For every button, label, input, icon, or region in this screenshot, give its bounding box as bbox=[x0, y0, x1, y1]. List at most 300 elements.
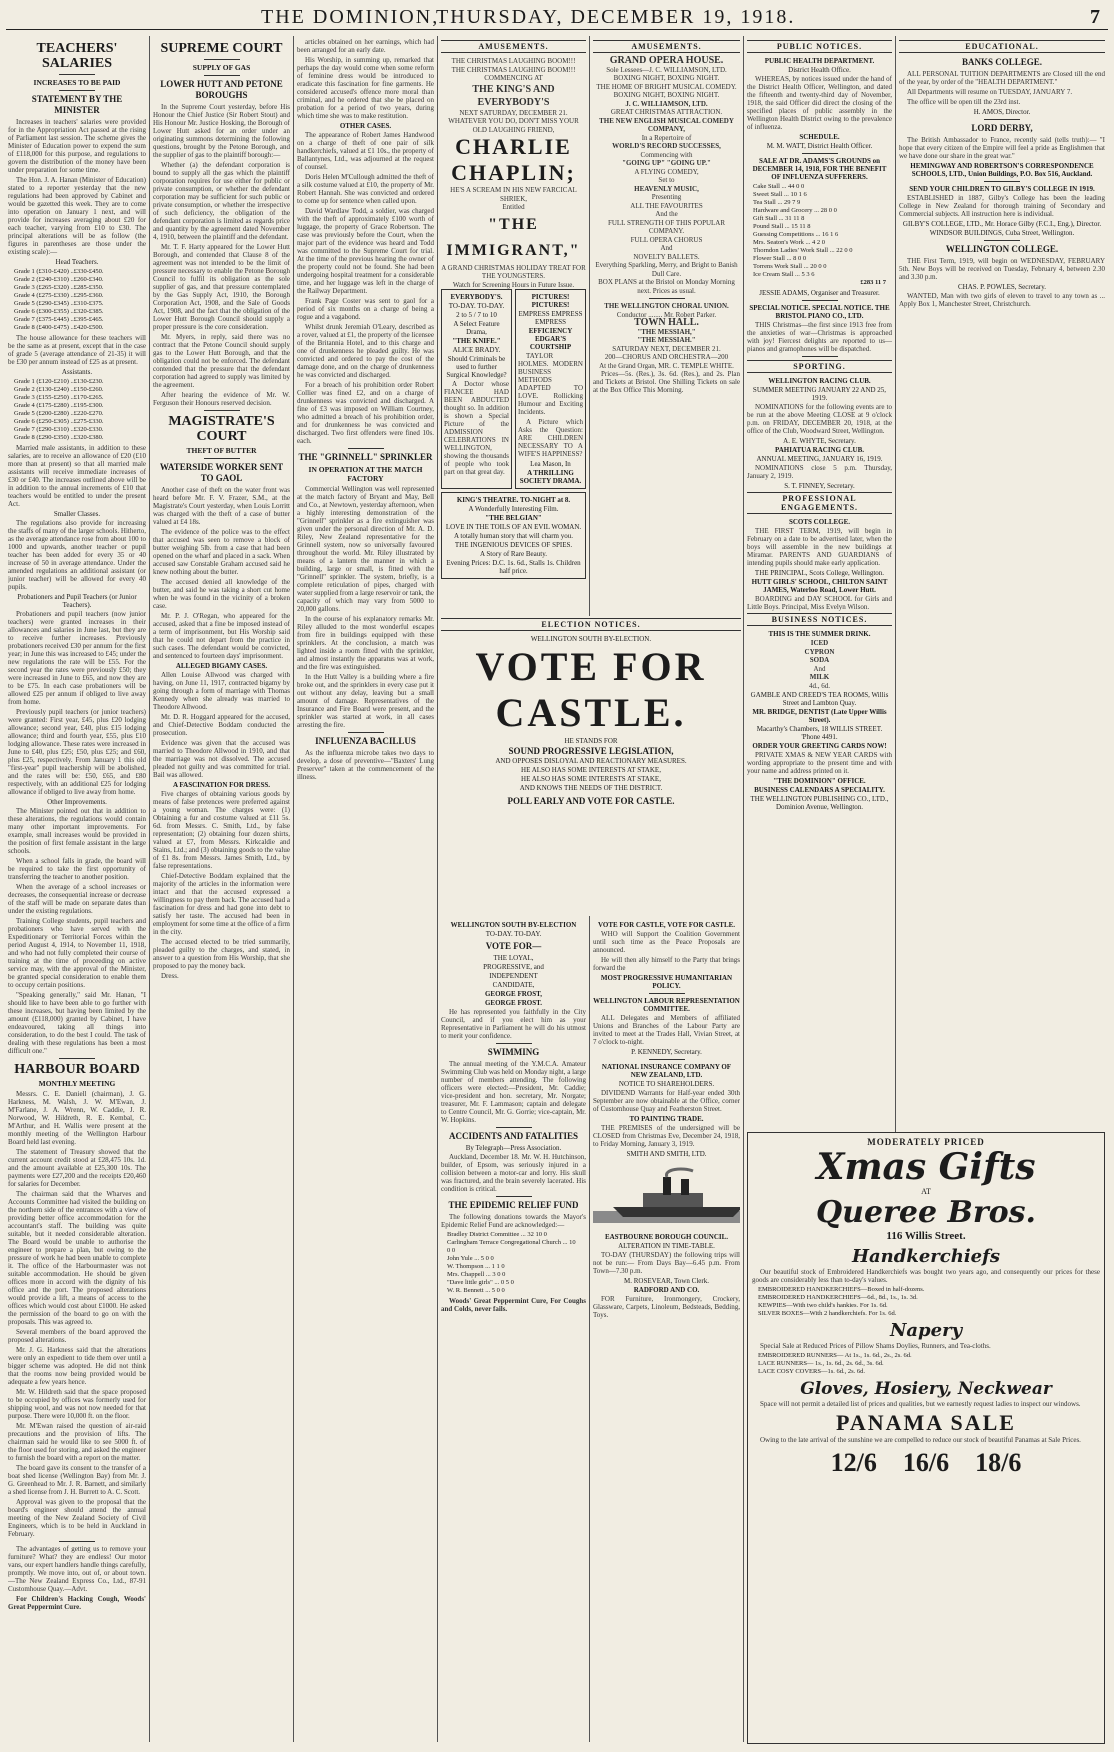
subheadline: IN OPERATION AT THE MATCH FACTORY bbox=[308, 465, 423, 483]
candidate-name: GEORGE FROST. bbox=[484, 999, 543, 1007]
signature: THE WELLINGTON PUBLISHING CO., LTD., Dominion Avenue, Wellington. bbox=[750, 795, 889, 811]
section-header: ELECTION NOTICES. bbox=[441, 618, 741, 631]
ad-film: "THE BELGIAN" bbox=[485, 514, 542, 522]
ad-line: ALL THE FAVOURITES bbox=[630, 201, 703, 210]
section-label: Probationers and Pupil Teachers (or Junior Teachers). bbox=[17, 593, 137, 609]
donation-row: Carlingham Terrace Congregational Church ... 10 0 0 bbox=[447, 1239, 576, 1254]
subheadline: STATEMENT BY THE MINISTER bbox=[31, 94, 123, 115]
paragraph: WHO will Support the Coalition Government until such time as the Peace Proposals are announced. bbox=[593, 930, 740, 954]
paragraph: Whilst drunk Jeremiah O'Leary, described as a rover, valued at £1, the property of the licensee of the Britannia Hotel, and to this charge and one of drunkenness he pleaded guilty. He was convicted and ordered to pay the cost of the damage done, and on the charge of drunkenness he was convicted and discharged. bbox=[297, 323, 434, 379]
election-block bbox=[441, 616, 741, 916]
ad-line: 2 to 5 / 7 to 10 bbox=[456, 311, 497, 319]
section-header: EDUCATIONAL. bbox=[899, 40, 1105, 53]
paragraph: WANTED, Man with two girls of eleven to travel to any town as ... Apply Box 1, Manchester Street, Christchurch. bbox=[899, 292, 1105, 308]
grade-row: Grade 4 (£175-£280) ..£195-£300. bbox=[14, 402, 104, 409]
divider bbox=[204, 410, 240, 411]
notice-title: BUSINESS CALENDARS A SPECIALITY. bbox=[754, 786, 885, 794]
paragraph: The accused elected to be tried summarily, pleaded guilty to the charges, and stated, in answer to a question from His Worship, that she proposed to pay the money back. bbox=[153, 938, 290, 970]
ad-line: Set to bbox=[658, 176, 675, 184]
notice-title: SPECIAL NOTICE. SPECIAL NOTICE. THE BRISTOL PIANO CO., LTD. bbox=[749, 304, 890, 320]
paragraph: For a breach of his prohibition order Robert Collier was fined £2, and on a charge of drunkenness was convicted and discharged. A fine of £3 was imposed on William Courtney, who admitted a breach of his prohibition order, and for drunkenness he was convicted and discharged. Two first offenders were fined 10s. each. bbox=[297, 381, 434, 445]
ship-funnel bbox=[663, 1177, 671, 1195]
ad-line: WORLD'S RECORD SUCCESSES, bbox=[612, 142, 721, 150]
masthead bbox=[6, 4, 1108, 30]
divider bbox=[59, 74, 95, 75]
ship-funnel bbox=[681, 1179, 689, 1195]
ad-star: Lea Mason, In bbox=[530, 460, 571, 468]
paragraph: When a school falls in grade, the board will be required to take the first opportunity of transferring the teacher to another position. bbox=[8, 857, 146, 881]
paragraph: The annual meeting of the Y.M.C.A. Amateur Swimming Club was held on Monday night, a large number of members attending. The following officers were elected:—President, Mr. Caddie; vice-president and hon. secretary, Mr. Norgate; treasurer, Mr. F. Lammason; captain and delegate to Centre Council, Mr. G. Gorrie; vice-captain, Mr. W. Hopkins. bbox=[441, 1060, 586, 1124]
paragraph: Our beautiful stock of Embroidered Handkerchiefs was bought two years ago, and consequently our prices for these goods are considerably less than to-day's values. bbox=[752, 1268, 1100, 1284]
divider bbox=[59, 90, 95, 91]
paragraph: Space will not permit a detailed list of prices and qualities, but we earnestly request ladies to inspect our windows. bbox=[760, 1400, 1081, 1408]
ad-line: J. C. WILLIAMSON, LTD. bbox=[625, 99, 708, 108]
divider bbox=[59, 1541, 95, 1542]
ad-line: MODERATELY PRICED bbox=[867, 1137, 985, 1147]
election-line: VOTE FOR— bbox=[485, 941, 542, 951]
empress-ad bbox=[515, 289, 586, 489]
ad-line: Commencing with bbox=[640, 150, 693, 159]
paragraph: WHEREAS, by notices issued under the hand of the District Health Officer, Wellington, and dated the fifteenth and twenty-third day of November, 1918, the said Officer did direct the closing of the specified places of public assembly in the Wellington Health District owing to the prevalence of influenza. bbox=[747, 75, 892, 131]
paragraph: The Minister pointed out that in addition to these alterations, the regulations would contain many other important improvements. For example, small increases would be provided in the position of first female assistant in the large schools. bbox=[8, 807, 146, 855]
paragraph: Chief-Detective Boddam explained that the majority of the articles in the information were intact and that the accused expressed a willingness to pay them back. The accused had a fascination for dress and had gone into debt to satisfy her taste. The accused had been in employment for some time at the office of a firm in the city. bbox=[153, 872, 290, 936]
paragraph: After hearing the evidence of Mr. W. Ferguson their Honours reserved decision. bbox=[153, 391, 290, 407]
paragraph: The office will be open till the 23rd inst. bbox=[907, 98, 1021, 106]
divider bbox=[649, 1059, 685, 1060]
ad-line: SATURDAY NEXT, DECEMBER 21. bbox=[612, 344, 721, 353]
divider bbox=[204, 458, 240, 459]
paragraph: PRIVATE XMAS & NEW YEAR CARDS with wording appropriate to the present time and with your name and address printed on it. bbox=[747, 751, 892, 775]
notice-title: PUBLIC HEALTH DEPARTMENT. bbox=[764, 57, 875, 65]
election-line: THE LOYAL, bbox=[493, 954, 534, 962]
paragraph: TO-DAY (THURSDAY) the following trips will not be run:— From Days Bay—6.45 p.m. From Town—7.30 p.m. bbox=[593, 1251, 740, 1275]
notice-title: EASTBOURNE BOROUGH COUNCIL. bbox=[604, 1233, 729, 1241]
paragraph: Another case of theft on the water front was heard before Mr. F. V. Frazer, S.M., at the Magistrate's Court yesterday, when Louis Lorritt was charged with the theft of a case of butter valued at £4 18s. bbox=[153, 486, 290, 526]
signature: M. M. WATT, District Health Officer. bbox=[766, 142, 873, 150]
election-line: AND OPPOSES DISLOYAL AND REACTIONARY MEASURES. bbox=[495, 757, 687, 765]
signature: P. KENNEDY, Secretary. bbox=[631, 1048, 702, 1056]
price-row: EMBROIDERED HANDKERCHIEFS—Boxed in half-dozens. bbox=[758, 1286, 925, 1293]
paragraph: Frank Page Coster was sent to gaol for a period of six months on a charge of being a rogue and a vagabond. bbox=[297, 297, 434, 321]
banner-line: THE CHRISTMAS LAUGHING BOOM!!! bbox=[451, 57, 576, 65]
paragraph: Previously pupil teachers (or junior teachers) were granted: First year, £45, plus £20 lodging allowance; second year, £40, plus £15 lodging allowance; third and fourth year, £55, plus £10 lodging allowance. These rates were increased in June to £40, plus £25; £50, plus £25; and £60, plus £25, respectively. From January 1 this old "first-year" pupil teachership will be abolished, and the rates will be: £50, £65, and £80 respectively, with an additional £25 for lodging allowance if obliged to live away from home. bbox=[8, 708, 146, 796]
divider bbox=[204, 59, 240, 60]
paragraph: The accused denied all knowledge of the butter, and said he was taking a short cut home when he was found in the vicinity of a broken case. bbox=[153, 578, 290, 610]
paragraph: All Departments will resume on TUESDAY, JANUARY 7. bbox=[907, 88, 1073, 96]
paragraph: Auckland, December 18. Mr. W. H. Hutchinson, builder, of Epsom, was seriously injured in a collision between a motor-car and lorry. His skull was fractured, and the brain severely lacerated. His condition is critical. bbox=[441, 1153, 586, 1193]
ad-text: A Doctor whose FIANCEE HAD BEEN ABDUCTED thought so. In addition is shown a Special Picture of the ADMISSION CELEBRATIONS IN WELLINGTON, showing the thousands of people who took part on that great day. bbox=[444, 380, 509, 476]
ad-line: LOVE IN THE TOILS OF AN EVIL WOMAN. bbox=[445, 523, 582, 531]
notice-title: SCOTS COLLEGE. bbox=[788, 518, 851, 526]
donation-list bbox=[447, 1231, 580, 1295]
election-line: WELLINGTON SOUTH BY-ELECTION. bbox=[530, 635, 652, 643]
paragraph: Owing to the late arrival of the sunshine we are compelled to reduce our stock of beautiful Panamas at Sale Prices. bbox=[760, 1436, 1081, 1444]
ad-line: BOX PLANS at the Bristol on Monday Morning next. Prices as usual. bbox=[598, 278, 735, 295]
paragraph: David Wardlaw Todd, a soldier, was charged with the theft of approximately £100 worth of luggage, the property of Grace Robertson. The case was previously before the Court, when the major part of the evidence was heard and Todd was committed to the Supreme Court for trial. At the time of the previous hearing the owner of the property could not be found. She had been undergoing hospital treatment for a considerable time, and her luggage was left in the charge of the Railway Department. bbox=[297, 207, 434, 295]
grade-row: Grade 3 (£155-£250) ..£170-£265. bbox=[14, 394, 104, 401]
ad-line: HEAVENLY MUSIC, bbox=[634, 184, 699, 193]
masthead-date: THURSDAY, DECEMBER 19, 1918. bbox=[436, 6, 796, 28]
election-line: PROGRESSIVE, and bbox=[483, 963, 544, 971]
paragraph: Mr. D. R. Hoggard appeared for the accused, and Chief-Detective Boddam conducted the prosecution. bbox=[153, 713, 290, 737]
subheadline: INCREASES TO BE PAID bbox=[33, 78, 121, 87]
choral-ad bbox=[593, 302, 740, 370]
ad-line: A THRILLING SOCIETY DRAMA. bbox=[519, 469, 582, 485]
grade-row: Grade 6 (£250-£305) ..£275-£330. bbox=[14, 418, 104, 425]
ad-line: A Story of Rare Beauty. bbox=[479, 550, 547, 558]
amusement-banner bbox=[441, 57, 586, 289]
signature: M. ROSEVEAR, Town Clerk. bbox=[624, 1277, 709, 1285]
ad-headline: Xmas Gifts bbox=[816, 1146, 1036, 1188]
paragraph: Several members of the board approved the proposed alterations. bbox=[8, 1328, 146, 1344]
paragraph: Mr. Myers, in reply, said there was no contract that the Petone Council should supply gas to the Lower Hutt Borough, and that the obligation could not be enforced. The defendant contended that the pressure that the defendant corporation had agreed to supply was limited by the agreement. bbox=[153, 333, 290, 389]
paragraph: ALL Delegates and Members of affiliated Unions and Branches of the Labour Party are invited to meet at the Trades Hall, Vivian Street, at 7 o'clock to-night. bbox=[593, 1014, 740, 1046]
donation-row: John Yule ... 5 0 0 bbox=[447, 1255, 494, 1262]
paragraph: The board gave its consent to the transfer of a boat shed license (Wellington Bay) from Mr. J. G. Greenhead to Mr. J. R. Barnett, and similarly a shed license from J. H. Burrett to A. C. Scott. bbox=[8, 1464, 146, 1496]
ad-line: Sole Lessees—J. C. WILLIAMSON, LTD. bbox=[606, 65, 727, 74]
headline: ACCIDENTS AND FATALITIES bbox=[448, 1131, 579, 1141]
paragraph: The appearance of Robert James Handwood on a charge of theft of one pair of silk handkerchiefs, valued at £1 10s., the property of Ballantynes, Ltd., was adjourned at the request of counsel. bbox=[297, 131, 434, 171]
sale-total: £283 11 7 bbox=[860, 279, 886, 286]
paragraph: The statement of Treasury showed that the current account credit stood at £28,475 10s. 1d. and the amount available at £25,300 10s. The payments were £27,200 and the receipts £20,460 for salaries for December. bbox=[8, 1148, 146, 1188]
election-line: MOST PROGRESSIVE HUMANITARIAN POLICY. bbox=[600, 974, 733, 990]
paragraph: Approval was given to the proposal that the board's engineer should attend the annual meeting of the New Zealand Society of Civil Engineers, which is to be held in Auckland in February. bbox=[8, 1498, 146, 1538]
divider bbox=[802, 300, 838, 301]
ad-line: Presenting bbox=[651, 193, 682, 201]
ad-line: Should Criminals be used to further Surgical Knowledge? bbox=[446, 355, 507, 379]
drink-line: And bbox=[813, 664, 826, 673]
notice-title: WELLINGTON RACING CLUB. bbox=[768, 377, 871, 385]
drink-line: CYPRON bbox=[804, 647, 835, 656]
paragraph: ESTABLISHED in 1887, Gilby's College has been the leading College in New Zealand for thorough training of Secondary and Commercial subjects. All instruction here is individual. bbox=[899, 194, 1105, 218]
price-list bbox=[758, 1352, 1094, 1376]
ad-line: NOVELTY BALLETS. bbox=[633, 252, 700, 261]
steamer-illustration bbox=[593, 1163, 740, 1223]
grade-row: Grade 5 (£200-£280) ..£220-£270. bbox=[14, 410, 104, 417]
candidate-name: GEORGE FROST, bbox=[484, 990, 543, 998]
notice-title: NOTICE TO SHAREHOLDERS. bbox=[618, 1080, 715, 1088]
paragraph: Allen Louise Allwood was charged with having, on June 11, 1917, contracted bigamy by going through a form of marriage with Thomas Kennedy when she already was married to Theodore Allwood. bbox=[153, 671, 290, 711]
grade-row: Grade 2 (£130-£240) ..£150-£260. bbox=[14, 386, 104, 393]
paragraph: He has represented you faithfully in the City Council, and if you elect him as your Representative in Parliament he will do his utmost to merit your confidence. bbox=[441, 1008, 586, 1040]
price: 18/6 bbox=[975, 1448, 1022, 1477]
election-line: HE ALSO HAS SOME INTERESTS AT STAKE, bbox=[521, 766, 661, 774]
paragraph: The chairman said that the Wharves and Accounts Committee had visited the building on the northern side of the entrances with a view of providing better office accommodation for the accountant's staff. The building was quite suitable, but it needed considerable alteration. The Board would be unable to authorise the engineer to prepare a plan, but owing to the pressure of work he had been unable to complete it. The office of the Harbourmaster was not suitable accommodation. He should be given offices more in accord with the dignity of his office and the port. The proposed alterations would provide a lift, a means of access to the offices which would cost about £1000. He asked the permission of the board to go on with the proposals. This was agreed to. bbox=[8, 1190, 146, 1326]
ad-line: AT bbox=[921, 1187, 931, 1196]
grade-row: Grade 3 (£265-£320) ..£285-£350. bbox=[14, 284, 104, 291]
sale-row: Sweet Stall ... 10 1 6 bbox=[753, 191, 807, 198]
election-line: AND KNOWS THE NEEDS OF THE DISTRICT. bbox=[519, 784, 663, 792]
sale-list bbox=[753, 183, 886, 287]
price: 16/6 bbox=[902, 1448, 950, 1477]
donation-row: W. R. Bennett ... 5 0 0 bbox=[447, 1287, 505, 1294]
ad-line: Everything Sparkling, Merry, and Bright to Banish Dull Care. bbox=[595, 261, 738, 278]
section-label: Assistants. bbox=[61, 368, 93, 376]
banner-line: NEXT SATURDAY, DECEMBER 21. bbox=[459, 108, 568, 117]
section-label: A FASCINATION FOR DRESS. bbox=[173, 781, 270, 789]
paragraph: Commercial Wellington was well represented at the match factory of Bryant and May, Bell and Co., at Newtown, yesterday afternoon, when a highly interesting demonstration of the "Grinnell" sprinkler as a fire extinguisher was given under the personal direction of Mr. A. D. Riley, New Zealand representative for the Grinnell system, now so universally favoured throughout the world. Mr. Riley illustrated by means of a lantern the manner in which a building, large or small, is fitted with the "Grinnell" sprinkler. The system, briefly, is a complete reticulation of pipes, charged with water supplied from a large reservoir or tank, the capacity of which may vary from 5000 to 20,000 gallons. bbox=[297, 485, 434, 613]
headline: THE "GRINNELL" SPRINKLER bbox=[298, 452, 433, 462]
notice-title: ORDER YOUR GREETING CARDS NOW! bbox=[752, 742, 887, 750]
paragraph: NOMINATIONS close 5 p.m. Thursday, January 2, 1919. bbox=[747, 464, 892, 480]
paragraph: Dress. bbox=[161, 972, 179, 980]
section-header: AMUSEMENTS. bbox=[441, 40, 586, 53]
ad-line: "THE MESSIAH." bbox=[637, 336, 696, 344]
notice-title: WELLINGTON COLLEGE. bbox=[945, 244, 1059, 254]
panama-prices bbox=[752, 1448, 1100, 1478]
paragraph: Mr. T. F. Harty appeared for the Lower Hutt Borough, and contended that Clause 8 of the agreement was not intended to be the limit of pressure necessary to enable the Petone Borough Council to fulfil its obligation as the sole supplier of gas, and that pressure contemplated by the Gas Supply Act, 1910, the Borough Corporation Act, 1908, and the Sale of Goods Act, 1908, and the fact that the obligation of the Lower Hutt Borough Council should supply a proper pressure is the core consideration. bbox=[153, 243, 290, 331]
sale-row: Mrs. Seaton's Work ... 4 2 0 bbox=[753, 239, 826, 246]
ad-line: TOWN HALL. bbox=[634, 317, 699, 328]
donation-row: "Dave little girls" ... 0 5 0 bbox=[447, 1279, 514, 1286]
ad-line: THE HOME OF BRIGHT MUSICAL COMEDY. bbox=[596, 82, 737, 91]
star-name: CHARLIE CHAPLIN; bbox=[451, 134, 576, 185]
ad-address: 116 Willis Street. bbox=[886, 1230, 966, 1242]
ad-line: In a Repertoire of bbox=[641, 133, 692, 142]
masthead-title: THE DOMINION, bbox=[261, 6, 440, 28]
section-header: PUBLIC NOTICES. bbox=[747, 40, 892, 53]
sale-row: Hardware and Grocery ... 28 0 0 bbox=[753, 207, 837, 214]
notice-title: "THE DOMINION" OFFICE. bbox=[773, 777, 866, 785]
price-row: KEWPIES—With two child's hankies. For 1s. 6d. bbox=[758, 1302, 888, 1309]
ad-text: TAYLOR HOLMES. MODERN BUSINESS METHODS ADAPTED TO LOVE. Rollicking Humour and Exciting Incidents. bbox=[518, 352, 583, 416]
advertisement: For Children's Hacking Cough, Woods' Great Peppermint Cure. bbox=[8, 1595, 146, 1611]
column-teachers-salaries bbox=[8, 38, 146, 1744]
paragraph: In the Supreme Court yesterday, before His Honour the Chief Justice (Sir Robert Stout) and His Honour Mr. Justice Hosking, the Borough of Lower Hutt asked for an order under an originating summons determining the following questions, brought by the Petone Borough, and the supplier of gas to the plaintiff borough:— bbox=[153, 103, 290, 159]
headline: HARBOUR BOARD bbox=[14, 1062, 140, 1077]
notice-title: RADFORD AND CO. bbox=[633, 1286, 700, 1294]
drink-line: MILK bbox=[809, 673, 830, 681]
paragraph: The evidence of the police was to the effect that accused was seen to remove a block of butter weighing 5lb. from a case that had been opened on the wharf and placed in a sack. When accused saw Constable Graham accused said he knew nothing about the butter. bbox=[153, 528, 290, 576]
paragraph: As the influenza microbe takes two days to develop, a dose of preventive—"Baxters' Lung Preserver" taken at the commencement of the illness. bbox=[297, 749, 434, 781]
grade-row: Grade 1 (£310-£420) ..£330-£450. bbox=[14, 268, 104, 275]
donation-row: Bradley District Committee ... 32 10 0 bbox=[447, 1231, 547, 1238]
price: 12/6 bbox=[830, 1448, 877, 1477]
signature: CHAS. P. POWLES, Secretary. bbox=[957, 283, 1046, 291]
sale-row: Torrens Work Stall ... 20 0 0 bbox=[753, 263, 827, 270]
banner-line: Entitled bbox=[502, 203, 525, 211]
ad-title: PICTURES! PICTURES! bbox=[531, 293, 570, 309]
notice-subtitle: District Health Office. bbox=[788, 66, 851, 74]
cinema-boxes bbox=[441, 289, 586, 489]
divider bbox=[649, 993, 685, 994]
paragraph: Special Sale at Reduced Prices of Pillow Shams Doylies, Runners, and Tea-cloths. bbox=[760, 1342, 991, 1350]
ad-line: A FLYING COMEDY, bbox=[634, 167, 699, 176]
ad-title: THE WELLINGTON CHORAL UNION. bbox=[604, 302, 729, 310]
election-line: CANDIDATE, bbox=[492, 981, 535, 989]
headline: INFLUENZA BACILLUS bbox=[315, 736, 416, 746]
paragraph: The British Ambassador to France, recently said (tells truth):— "I hope that every citizen of the Empire will feel a pride as Englishmen that we have done our share in the great war." bbox=[899, 136, 1105, 160]
election-title: WELLINGTON SOUTH BY-ELECTION bbox=[450, 921, 577, 929]
signature: GILBY'S COLLEGE, LTD., Mr. Horace Gilby (F.C.I., Eng.), Director. bbox=[902, 220, 1102, 228]
banner-line: HE'S A SCREAM IN HIS NEW FARCICAL SHRIEK, bbox=[450, 186, 577, 203]
section-label: Smaller Classes. bbox=[53, 510, 101, 518]
notice-subtitle: SUMMER MEETING JANUARY 22 AND 25, 1919. bbox=[752, 386, 887, 402]
headline: MAGISTRATE'S COURT bbox=[168, 414, 275, 444]
ad-line: A totally human story that will charm you. bbox=[454, 532, 573, 540]
paragraph: The house allowance for these teachers will be the same as at present, except that in the case of grade 5 (average attendance of 21-35) it will be £30 per annum instead of £25 as at present. bbox=[8, 334, 146, 366]
grade-row: Grade 2 (£240-£310) ..£260-£340. bbox=[14, 276, 104, 283]
queree-bros-ad bbox=[747, 1132, 1105, 1744]
column-rule bbox=[293, 36, 294, 1742]
signature: THE PRINCIPAL, Scots College, Wellington. bbox=[754, 569, 885, 577]
divider bbox=[984, 240, 1020, 241]
theatre-names: THE KING'S AND EVERYBODY'S bbox=[472, 83, 555, 108]
grade-row: Grade 8 (£400-£475) ..£420-£500. bbox=[14, 324, 104, 331]
column-frost-swimming bbox=[441, 920, 586, 1744]
ad-line: BOXING NIGHT, BOXING NIGHT. bbox=[613, 74, 720, 82]
grade-row: Grade 5 (£290-£345) ..£310-£375. bbox=[14, 300, 104, 307]
divider bbox=[802, 153, 838, 154]
smoke bbox=[666, 1169, 693, 1177]
divider bbox=[348, 448, 384, 449]
section-label: SCHEDULE. bbox=[799, 133, 840, 141]
notice-title: SEND YOUR CHILDREN TO GILBY'S COLLEGE IN 1919. bbox=[909, 185, 1095, 193]
election-line: POLL EARLY AND VOTE FOR CASTLE. bbox=[507, 796, 675, 806]
byline: By Telegraph—Press Association. bbox=[465, 1144, 562, 1152]
grade-table bbox=[14, 378, 140, 442]
paragraph: The Hon. J. A. Hanan (Minister of Education) stated to a reporter yesterday that the new regulations had been approved by Cabinet and would be gazetted this week. They are to come into operation on January 1 next, and will provide for increases averaging about £20 for each teacher, varying from £10 to £30. The principal alterations will be as follow (the figures in parentheses are those under the existing scale):— bbox=[8, 176, 146, 256]
notice-title: PAHIATUA RACING CLUB. bbox=[775, 446, 864, 454]
notice-title: ALTERATION IN TIME-TABLE. bbox=[618, 1242, 715, 1250]
ad-line: THE NEW ENGLISH MUSICAL COMEDY COMPANY, bbox=[599, 116, 734, 133]
grade-row: Grade 4 (£275-£330) ..£295-£360. bbox=[14, 292, 104, 299]
price-row: SILVER BOXES—With 2 handkerchiefs. For 1s. 6d. bbox=[758, 1310, 897, 1317]
paragraph: The following donations towards the Mayor's Epidemic Relief Fund are acknowledged:— bbox=[441, 1213, 586, 1229]
subheadline: LOWER HUTT AND PETONE BOROUGHS bbox=[160, 79, 283, 100]
election-line: INDEPENDENT bbox=[489, 972, 538, 980]
price-row: LACE COSY COVERS—1s. 6d., 2s. 6d. bbox=[758, 1368, 866, 1375]
drink-line: SODA bbox=[809, 656, 830, 664]
paragraph: THE PREMISES of the undersigned will be CLOSED from Christmas Eve, December 24, 1918, to Friday Morning, January 3, 1919. bbox=[593, 1124, 740, 1148]
column-rule bbox=[149, 36, 150, 1742]
ad-line: And bbox=[660, 244, 673, 252]
signature: H. AMOS, Director. bbox=[973, 108, 1031, 116]
notice-title: LORD DERBY, bbox=[971, 123, 1033, 133]
ad-line: FULL OPERA CHORUS bbox=[630, 235, 703, 244]
ad-line: At the Grand Organ, MR. C. TEMPLE WHITE. bbox=[599, 361, 734, 370]
ad-line: "GOING UP" "GOING UP." bbox=[622, 159, 711, 167]
section-label: Head Teachers. bbox=[55, 258, 99, 266]
notice-title: WELLINGTON LABOUR REPRESENTATION COMMITTEE. bbox=[593, 997, 740, 1013]
grade-table bbox=[14, 268, 140, 332]
column-rule bbox=[743, 36, 744, 1742]
paragraph: FOR Furniture, Ironmongery, Crockery, Glassware, Carpets, Linoleum, Bedsteads, Bedding, Toys. bbox=[593, 1295, 740, 1319]
paragraph: In the Hutt Valley is a building where a fire broke out, and the sprinklers in every case put it out without any delay, leaving but a small amount of damage. Representatives of the Insurance and Fire Board were present, and the sprinkler was started at work, in all cases arresting the fire. bbox=[297, 673, 434, 729]
paragraph: Mr. M'Ewan raised the question of air-raid precautions and the provision of lifts. The chairman said he would like to see 5000 ft. of the floor used for storing, and asked the engineer to furnish the board with a report on the matter. bbox=[8, 1422, 146, 1462]
grade-row: Grade 7 (£290-£310) ..£320-£330. bbox=[14, 426, 104, 433]
ad-section: Gloves, Hosiery, Neckwear bbox=[800, 1379, 1052, 1399]
paragraph: Evidence was given that the accused was married to Theodore Allwood in 1910, and that the marriage was not dissolved. The accused pleaded not guilty and was committed for trial. Bail was allowed. bbox=[153, 739, 290, 779]
advertisement: The advantages of getting us to remove your furniture? What? they are endless! Our motor vans, our expert handlers handle things carefully, promptly. We move into, out of, or about town.—The New Zealand Express Co., Ltd., 87-91 Customhouse Quay.—Advt. bbox=[8, 1545, 146, 1593]
sale-row: Flower Stall ... 8 0 0 bbox=[753, 255, 807, 262]
paragraph: He will then ally himself to the Party that brings forward the bbox=[593, 956, 740, 972]
column-opera bbox=[593, 38, 740, 614]
section-header: BUSINESS NOTICES. bbox=[747, 613, 892, 626]
divider bbox=[496, 1043, 532, 1044]
sale-row: Ice Cream Stall ... 5 3 6 bbox=[753, 271, 815, 278]
ad-line: EMPRESS EMPRESS EMPRESS bbox=[518, 310, 583, 326]
ad-text: A Picture which Asks the Question: ARE CHILDREN NECESSARY TO A WIFE'S HAPPINESS? bbox=[518, 418, 583, 458]
paragraph: Mr. P. J. O'Regan, who appeared for the accused, asked that a fine be imposed instead of a term of imprisonment, but His Worship said that he could not depart from the practice in such cases. The defendant would be convicted, and sentenced to fourteen days' imprisonment. bbox=[153, 612, 290, 660]
sale-row: Gift Stall ... 31 11 8 bbox=[753, 215, 805, 222]
paragraph: "Speaking generally," said Mr. Hanan, "I should like to have been able to go further with these increases, but having been limited by the amount (£118,000) granted by Cabinet, I have endeavoured, taking all things into consideration, to do the best I could. The task of dealing with these regulations has been a most difficult one." bbox=[8, 991, 146, 1055]
signature: A. E. WHYTE, Secretary. bbox=[783, 437, 856, 445]
divider bbox=[984, 119, 1020, 120]
paragraph: Doris Helen M'Cullough admitted the theft of a silk costume valued at £10, the property of Mr. Robert Hannah. She was convicted and ordered to come up for sentence when called upon. bbox=[297, 173, 434, 205]
price-row: EMBROIDERED RUNNERS— At 1s., 1s. 6d., 2s., 2s. 6d. bbox=[758, 1352, 912, 1359]
paragraph: Increases in teachers' salaries were provided for in the Appropriation Act passed at the rising of Parliament last session. The scheme gives the Minister of Education power to expend the sum of £118,000 for this purpose, and regulations to govern the distribution of the money have been under preparation for some time. bbox=[8, 118, 146, 174]
column-rule bbox=[437, 36, 438, 1742]
subheadline: SUPPLY OF GAS bbox=[192, 63, 251, 72]
ship-deckhouse bbox=[643, 1193, 703, 1207]
paragraph: Messrs. C. E. Daniell (chairman), J. G. Harkness, M. Walsh, J. W. M'Ewan, J. M'Farlane, J. A. Wrenn, W. Caddie, J. R. Norwood, W. Hildreth, R. E. Kembal, C. M'Arthur, and H. Wallis were present at the monthly meeting of the Wellington Harbour Board held last evening. bbox=[8, 1090, 146, 1146]
banner-line: THE CHRISTMAS LAUGHING BOOM!!! bbox=[451, 65, 576, 74]
notice-title: THIS IS THE SUMMER DRINK. bbox=[768, 630, 871, 638]
paragraph: articles obtained on her earnings, which had been arranged for an early date. bbox=[297, 38, 434, 54]
banner-line: Watch for Screening Hours in Future Issue. bbox=[452, 280, 575, 289]
notice-title: NATIONAL INSURANCE COMPANY OF NEW ZEALAND, LTD. bbox=[601, 1063, 732, 1079]
sale-row: Tea Stall ... 29 7 9 bbox=[753, 199, 801, 206]
divider bbox=[496, 1127, 532, 1128]
headline: SWIMMING bbox=[487, 1047, 540, 1057]
ad-line: A Wonderfully Interesting Film. bbox=[468, 505, 559, 513]
drink-line: 4d., 6d. bbox=[809, 681, 830, 690]
opera-ad bbox=[593, 57, 740, 295]
ad-star: ALICE BRADY. bbox=[452, 346, 501, 354]
price-row: LACE RUNNERS— 1s., 1s. 6d., 2s. 6d., 3s. 6d. bbox=[758, 1360, 884, 1367]
ad-title: GRAND OPERA HOUSE. bbox=[609, 55, 724, 66]
paragraph: The regulations also provide for increasing the staffs of many of the larger schools. Hitherto, as the average attendance rose from about 100 to 1000 and upwards, another teacher or pupil teacher has been added for every 35 or 40 increase of 50 in average attendance. Under the amended regulations an additional assistant (or junior teacher) will be allowed for every 40 pupils. bbox=[8, 519, 146, 591]
drink-list bbox=[747, 639, 892, 690]
election-line: HE ALSO HAS SOME INTERESTS AT STAKE, bbox=[521, 775, 661, 783]
ad-section: PANAMA SALE bbox=[836, 1410, 1016, 1435]
divider bbox=[204, 75, 240, 76]
donation-row: Mrs. Chappell ... 3 0 0 bbox=[447, 1271, 506, 1278]
ad-line: A Select Feature Drama, bbox=[453, 320, 500, 336]
paragraph: His Worship, in summing up, remarked that perhaps the day would come when some reform of feminine dress would be introduced to eradicate this fascination for fine garments. He considered accused's offence more moral than criminal, and he ordered that she be placed on probation for a period of two years, during which time she was to make restitution. bbox=[297, 56, 434, 120]
ad-film: EFFICIENCY EDGAR'S COURTSHIP bbox=[528, 327, 573, 351]
ad-line: Conductor ........ Mr. Robert Parker. bbox=[616, 310, 717, 319]
sale-row: Pound Stall ... 15 11 8 bbox=[753, 223, 811, 230]
divider bbox=[649, 298, 685, 299]
section-label: ALLEGED BIGAMY CASES. bbox=[175, 662, 268, 670]
paragraph: Whether (a) the defendant corporation is bound to supply all the gas which the plaintiff corporation requires for use either for public or private consumption, or whether the defendant corporation may be sufficient for such public or private consumption, or whether the irrespective of such deficiency, the obligation of the defendant corporation is limited as regards price and quantity by the agreement dated November 4, 1910, between the plaintiff and the defendant. bbox=[153, 161, 290, 241]
sale-row: Guessing Competitions ... 16 1 6 bbox=[753, 231, 839, 238]
paragraph: THE FIRST TERM, 1919, will begin in February on a date to be advertised later, when the boys will assemble in the new buildings at Miramar. PARENTS AND GUARDIANS of intending pupils should make early application. bbox=[747, 527, 892, 567]
ad-line: 200—CHORUS AND ORCHESTRA—200 bbox=[604, 353, 729, 361]
section-header: SPORTING. bbox=[747, 360, 892, 373]
kings-theatre-ad bbox=[441, 492, 586, 579]
divider bbox=[802, 356, 838, 357]
paragraph: NOMINATIONS for the following events are to be run at the above Meeting CLOSE at 9 o'clock p.m. on FRIDAY, DECEMBER 20, 1918, at the office of the Club, Woodward Street, Wellington. bbox=[747, 403, 892, 435]
ad-section: Napery bbox=[889, 1320, 963, 1341]
section-header: PROFESSIONAL ENGAGEMENTS. bbox=[747, 492, 892, 514]
paragraph: BOARDING and DAY SCHOOL for Girls and Little Boys. Principal, Miss Evelyn Wilson. bbox=[747, 595, 892, 611]
sale-row: Cake Stall ... 44 0 0 bbox=[753, 183, 805, 190]
column-courts bbox=[153, 38, 290, 1744]
vote-for-castle: VOTE FOR CASTLE. bbox=[475, 644, 707, 735]
banner-line: COMMENCING AT bbox=[484, 74, 543, 82]
election-title: VOTE FOR CASTLE, VOTE FOR CASTLE. bbox=[597, 921, 736, 929]
grade-row: Grade 1 (£120-£210) ..£130-£230. bbox=[14, 378, 104, 385]
ad-title: KING'S THEATRE. TO-NIGHT at 8. bbox=[456, 496, 571, 504]
divider bbox=[984, 181, 1020, 182]
ad-line: "THE MESSIAH," bbox=[637, 327, 696, 336]
donation-row: W. Thompson ... 1 1 0 bbox=[447, 1263, 505, 1270]
paragraph: THIS Christmas—the first since 1913 free from the anxieties of war—Christmas is approached with joy! Fiercest delights are reported to us—pianos and gramophones will be dispatched. bbox=[747, 321, 892, 353]
notice-subtitle: Macarthy's Chambers, 18 WILLIS STREET. 'Phone 4491. bbox=[756, 725, 883, 741]
